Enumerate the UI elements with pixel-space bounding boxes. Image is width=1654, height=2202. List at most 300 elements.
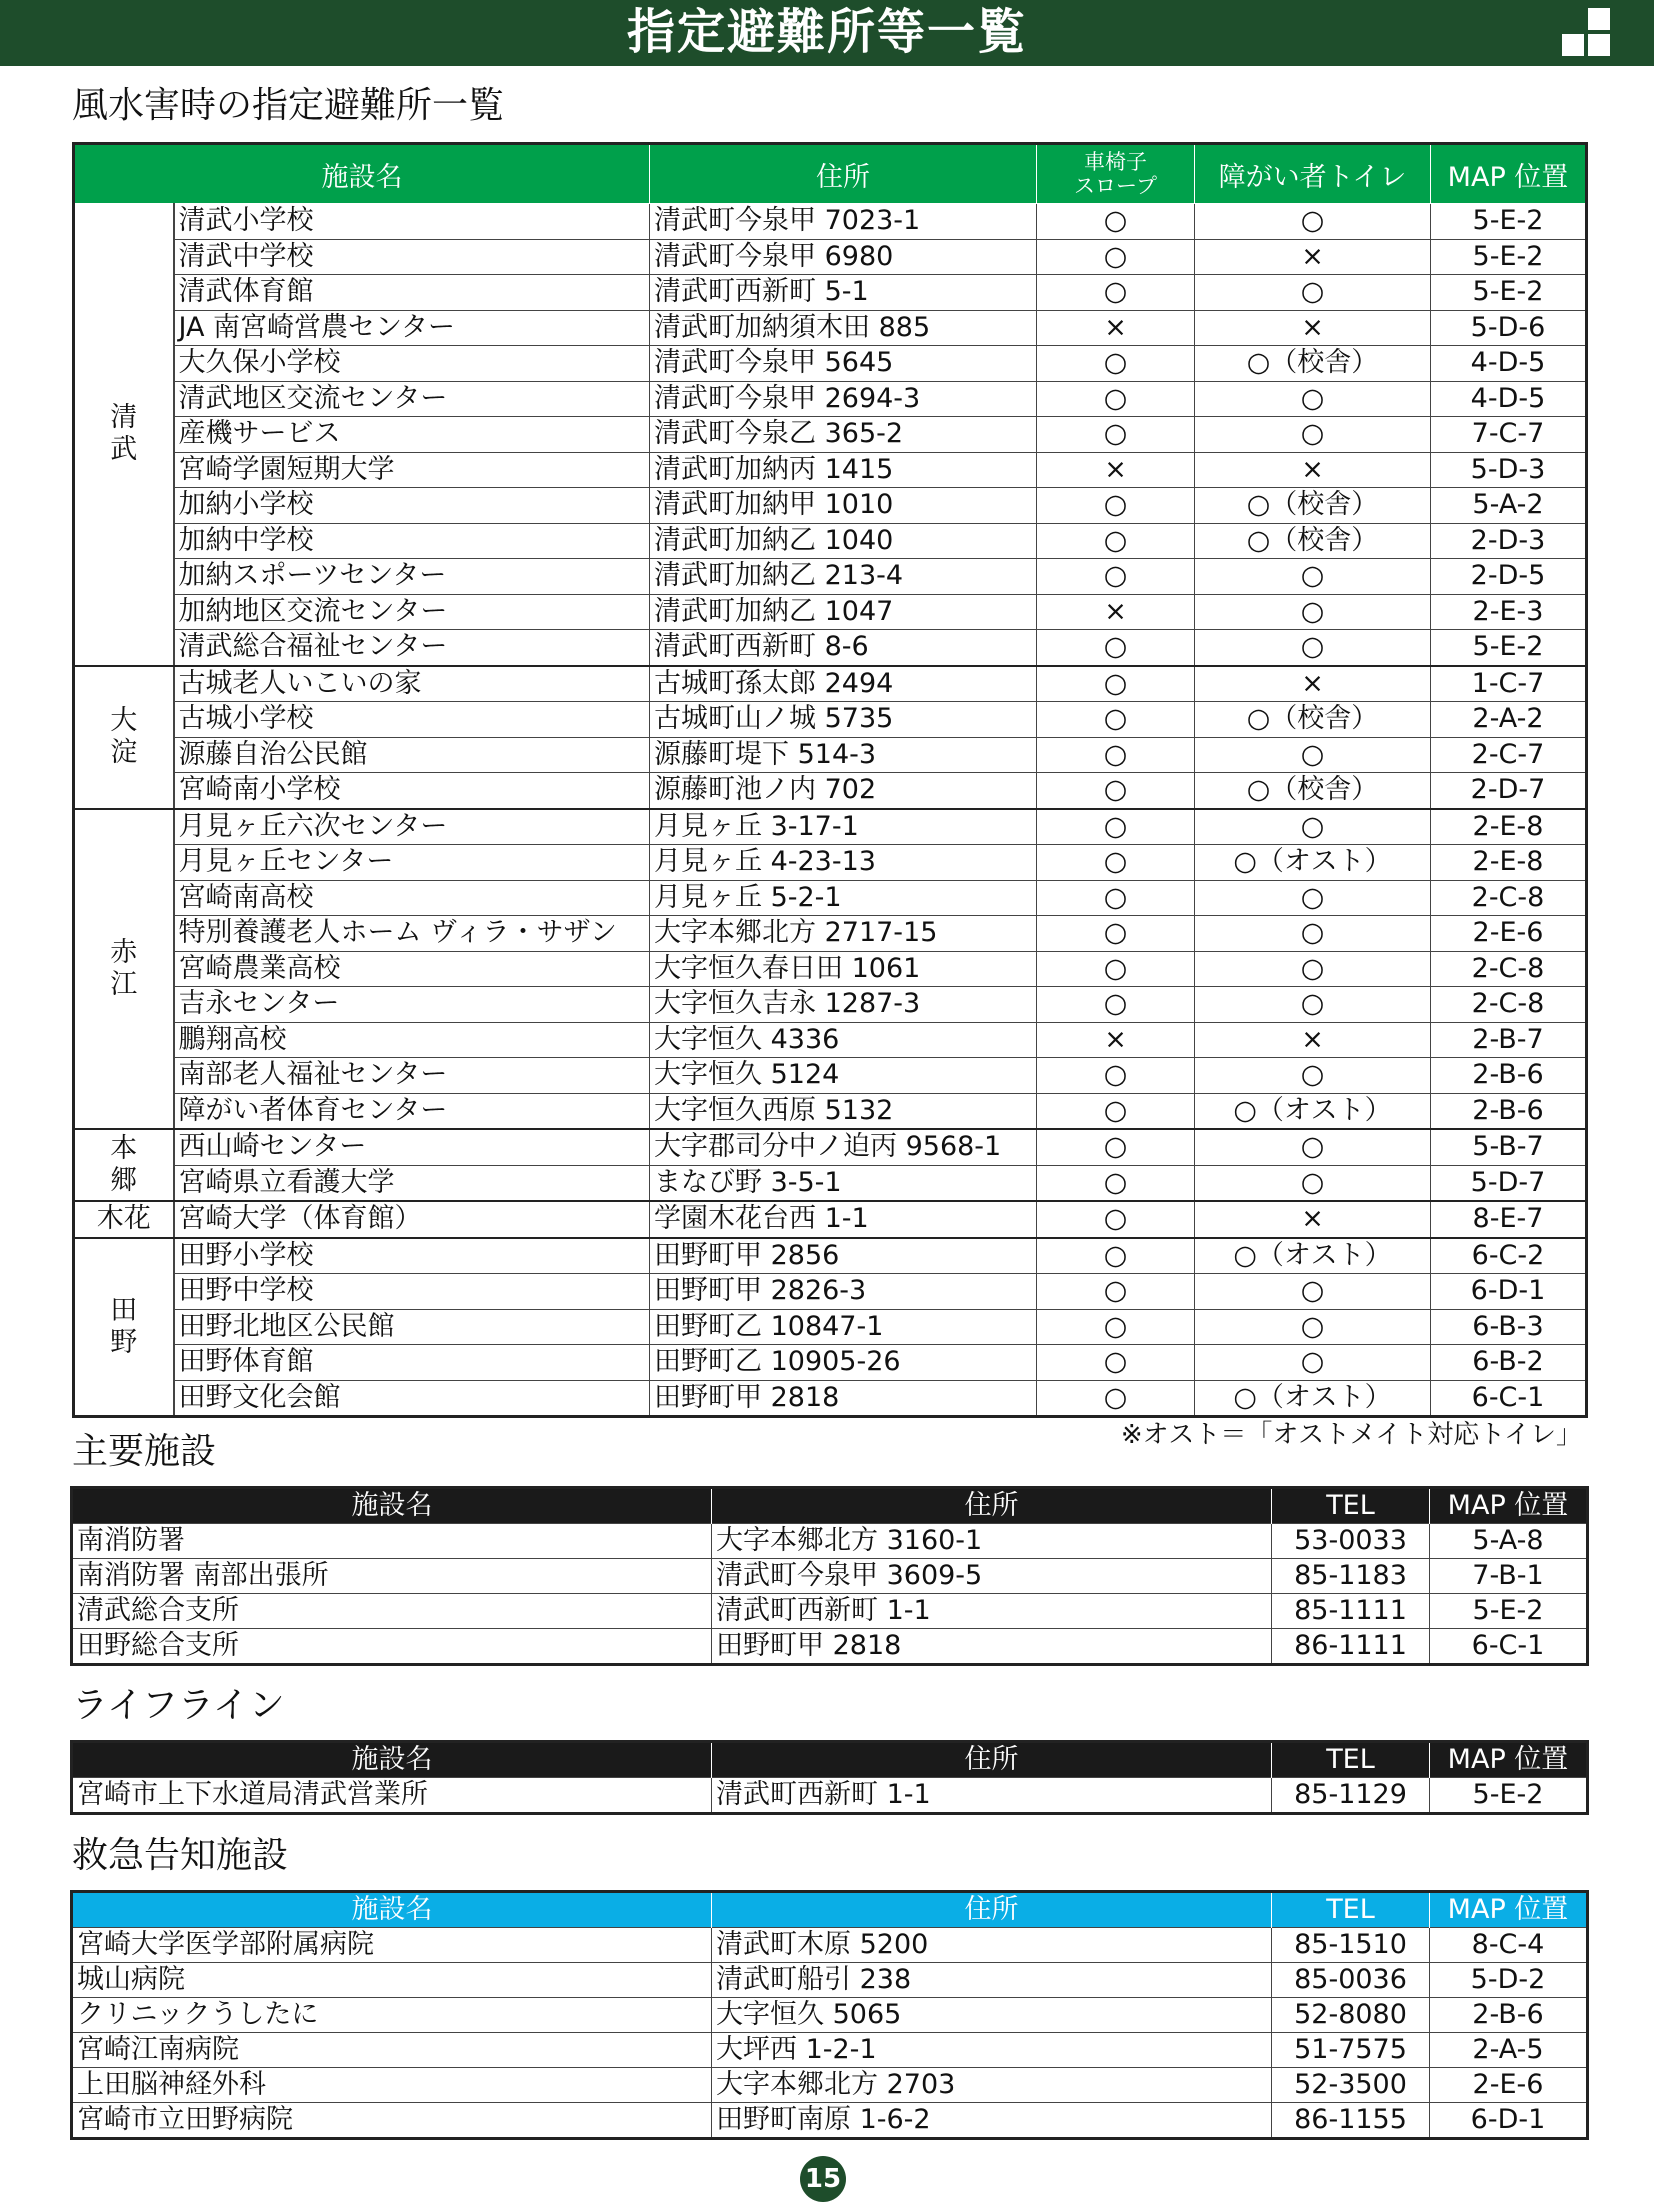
toilet-cell: ○ [1195,559,1431,595]
address-cell: 清武町今泉甲 3609-5 [712,1559,1272,1594]
address-cell: まなび野 3-5-1 [650,1165,1037,1201]
toilet-cell: ○（オスト） [1195,845,1431,881]
address-cell: 大字恒久西原 5132 [650,1093,1037,1129]
col-header-map: MAP 位置 [1430,1892,1588,1928]
address-cell: 清武町加納甲 1010 [650,488,1037,524]
table-row [74,916,1587,952]
map-cell: 6-C-1 [1430,1629,1588,1665]
address-cell: 大字本郷北方 2703 [712,2068,1272,2103]
col-header-name: 施設名 [72,1892,712,1928]
address-cell: 田野町甲 2818 [712,1629,1272,1665]
address-cell: 大字本郷北方 2717-15 [650,916,1037,952]
emergency-header-row [72,1892,1588,1928]
address-cell: 大坪西 1-2-1 [712,2033,1272,2068]
address-cell: 清武町今泉甲 6980 [650,239,1037,275]
address-cell: 田野町甲 2818 [650,1380,1037,1417]
facility-name-cell: 鵬翔高校 [174,1022,650,1058]
toilet-cell: ○ [1195,1274,1431,1310]
col-header-ramp: 車椅子 スロープ [1037,144,1195,204]
table-row [74,239,1587,275]
facility-name-cell: 宮崎南小学校 [174,773,650,809]
address-cell: 古城町孫太郎 2494 [650,666,1037,702]
address-cell: 清武町船引 238 [712,1963,1272,1998]
address-cell: 源藤町堤下 514-3 [650,737,1037,773]
toilet-cell: ○（校舎） [1195,702,1431,738]
table-row [74,346,1587,382]
toilet-cell: ○ [1195,987,1431,1023]
map-cell: 2-D-7 [1431,773,1587,809]
major-table [70,1486,1589,1666]
table-row [74,702,1587,738]
tel-cell: 51-7575 [1272,2033,1430,2068]
area-label [74,204,174,666]
ramp-cell: ○ [1037,1058,1195,1094]
tel-cell: 53-0033 [1272,1524,1430,1559]
ramp-cell: ○ [1037,702,1195,738]
area-label [74,1129,174,1201]
ramp-cell: ○ [1037,204,1195,240]
ramp-cell: ○ [1037,666,1195,702]
toilet-cell: × [1195,452,1431,488]
address-cell: 清武町加納乙 1040 [650,523,1037,559]
table-row [74,987,1587,1023]
facility-name-cell: 加納中学校 [174,523,650,559]
facility-name-cell: 障がい者体育センター [174,1093,650,1129]
col-header-tel: TEL [1272,1742,1430,1778]
ramp-cell: ○ [1037,1380,1195,1417]
toilet-cell: ○ [1195,1129,1431,1165]
page-banner [0,0,1654,66]
toilet-cell: ○ [1195,1309,1431,1345]
toilet-cell: ○（オスト） [1195,1093,1431,1129]
address-cell: 清武町今泉乙 365-2 [650,417,1037,453]
table-row [72,1629,1588,1665]
col-header-name: 施設名 [72,1488,712,1524]
map-cell: 2-C-8 [1431,951,1587,987]
table-row [72,1928,1588,1963]
address-cell: 大字恒久吉永 1287-3 [650,987,1037,1023]
map-cell: 6-B-3 [1431,1309,1587,1345]
ramp-cell: ○ [1037,1345,1195,1381]
facility-name-cell: 田野体育館 [174,1345,650,1381]
col-header-map: MAP 位置 [1430,1742,1588,1778]
table-row [72,2103,1588,2139]
ramp-cell: ○ [1037,1274,1195,1310]
address-cell: 清武町今泉甲 5645 [650,346,1037,382]
map-cell: 6-C-1 [1431,1380,1587,1417]
map-cell: 5-D-7 [1431,1165,1587,1201]
toilet-cell: ○ [1195,381,1431,417]
address-cell: 月見ヶ丘 4-23-13 [650,845,1037,881]
facility-name-cell: 宮崎農業高校 [174,951,650,987]
shelters-title: 風水害時の指定避難所一覧 [72,85,505,126]
toilet-cell: ○ [1195,916,1431,952]
map-cell: 6-D-1 [1431,1274,1587,1310]
address-cell: 田野町南原 1-6-2 [712,2103,1272,2139]
tel-cell: 85-1510 [1272,1928,1430,1963]
address-cell: 清武町西新町 1-1 [712,1778,1272,1814]
tel-cell: 86-1155 [1272,2103,1430,2139]
squares-icon [1562,8,1610,56]
address-cell: 月見ヶ丘 5-2-1 [650,880,1037,916]
emergency-title: 救急告知施設 [72,1835,289,1876]
map-cell: 5-D-2 [1430,1963,1588,1998]
facility-name-cell: 上田脳神経外科 [72,2068,712,2103]
facility-name-cell: 田野中学校 [174,1274,650,1310]
table-row [72,1998,1588,2033]
toilet-cell: ○（校舎） [1195,488,1431,524]
address-cell: 田野町甲 2856 [650,1238,1037,1274]
map-cell: 8-C-4 [1430,1928,1588,1963]
facility-name-cell: 田野小学校 [174,1238,650,1274]
map-cell: 2-D-3 [1431,523,1587,559]
map-cell: 2-B-6 [1431,1093,1587,1129]
address-cell: 清武町西新町 5-1 [650,275,1037,311]
area-label [74,666,174,809]
toilet-cell: ○ [1195,594,1431,630]
facility-name-cell: 宮崎大学（体育館） [174,1201,650,1238]
map-cell: 2-E-8 [1431,809,1587,845]
map-cell: 1-C-7 [1431,666,1587,702]
facility-name-cell: 加納スポーツセンター [174,559,650,595]
facility-name-cell: クリニックうしたに [72,1998,712,2033]
toilet-cell: ○ [1195,809,1431,845]
ramp-cell: ○ [1037,275,1195,311]
ramp-cell: ○ [1037,845,1195,881]
col-header-map: MAP 位置 [1430,1488,1588,1524]
map-cell: 2-A-2 [1431,702,1587,738]
table-row [72,1524,1588,1559]
address-cell: 清武町今泉甲 2694-3 [650,381,1037,417]
table-row [74,666,1587,702]
ramp-cell: ○ [1037,773,1195,809]
col-header-tel: TEL [1272,1892,1430,1928]
lifeline-header-row [72,1742,1588,1778]
table-row [74,773,1587,809]
col-header-map: MAP 位置 [1431,144,1587,204]
table-row [74,488,1587,524]
col-header-tel: TEL [1272,1488,1430,1524]
address-cell: 月見ヶ丘 3-17-1 [650,809,1037,845]
facility-name-cell: 南消防署 南部出張所 [72,1559,712,1594]
address-cell: 古城町山ノ城 5735 [650,702,1037,738]
map-cell: 4-D-5 [1431,381,1587,417]
map-cell: 8-E-7 [1431,1201,1587,1238]
facility-name-cell: 南部老人福祉センター [174,1058,650,1094]
ramp-cell: × [1037,594,1195,630]
map-cell: 5-D-3 [1431,452,1587,488]
area-label: 木花 [74,1201,174,1238]
facility-name-cell: 大久保小学校 [174,346,650,382]
ramp-cell: ○ [1037,880,1195,916]
address-cell: 清武町木原 5200 [712,1928,1272,1963]
map-cell: 2-E-3 [1431,594,1587,630]
table-row [74,559,1587,595]
toilet-cell: ○ [1195,630,1431,666]
facility-name-cell: 源藤自治公民館 [174,737,650,773]
map-cell: 4-D-5 [1431,346,1587,382]
ostomate-note: ※オスト＝「オストメイト対応トイレ」 [1120,1420,1582,1450]
table-row [74,381,1587,417]
toilet-cell: × [1195,1022,1431,1058]
toilet-cell: ○（校舎） [1195,346,1431,382]
address-cell: 学園木花台西 1-1 [650,1201,1037,1238]
ramp-cell: ○ [1037,916,1195,952]
toilet-cell: ○ [1195,275,1431,311]
emergency-table [70,1890,1589,2140]
ramp-cell: ○ [1037,1309,1195,1345]
ramp-cell: ○ [1037,630,1195,666]
facility-name-cell: 宮崎学園短期大学 [174,452,650,488]
table-row [74,1129,1587,1165]
tel-cell: 85-1111 [1272,1594,1430,1629]
facility-name-cell: 清武総合支所 [72,1594,712,1629]
toilet-cell: × [1195,239,1431,275]
facility-name-cell: 宮崎南高校 [174,880,650,916]
map-cell: 2-C-8 [1431,880,1587,916]
facility-name-cell: 宮崎市上下水道局清武営業所 [72,1778,712,1814]
map-cell: 5-E-2 [1430,1778,1588,1814]
map-cell: 5-B-7 [1431,1129,1587,1165]
col-header-address: 住所 [650,144,1037,204]
facility-name-cell: 清武小学校 [174,204,650,240]
major-title: 主要施設 [72,1431,217,1472]
map-cell: 2-D-5 [1431,559,1587,595]
toilet-cell: ○ [1195,880,1431,916]
ramp-cell: ○ [1037,1238,1195,1274]
area-label-text: 清武 [110,402,138,466]
lifeline-table [70,1740,1589,1815]
facility-name-cell: 月見ヶ丘センター [174,845,650,881]
table-row [74,1345,1587,1381]
address-cell: 大字恒久 4336 [650,1022,1037,1058]
facility-name-cell: 田野北地区公民館 [174,1309,650,1345]
table-row [74,630,1587,666]
map-cell: 5-D-6 [1431,310,1587,346]
table-row [74,523,1587,559]
ramp-cell: ○ [1037,346,1195,382]
ramp-cell: × [1037,310,1195,346]
facility-name-cell: 清武体育館 [174,275,650,311]
toilet-cell: ○ [1195,417,1431,453]
tel-cell: 52-8080 [1272,1998,1430,2033]
tel-cell: 86-1111 [1272,1629,1430,1665]
address-cell: 大字恒久 5124 [650,1058,1037,1094]
lifeline-title: ライフライン [72,1685,285,1726]
table-row [72,1963,1588,1998]
page-title: 指定避難所等一覧 [626,4,1027,60]
table-row [74,845,1587,881]
area-label [74,1238,174,1417]
area-label-text: 本郷 [110,1133,138,1196]
table-row [74,1238,1587,1274]
address-cell: 清武町今泉甲 7023-1 [650,204,1037,240]
map-cell: 2-E-6 [1431,916,1587,952]
facility-name-cell: 加納地区交流センター [174,594,650,630]
area-label [74,809,174,1130]
page-number: 15 [800,2156,846,2202]
toilet-cell: ○ [1195,737,1431,773]
col-header-address: 住所 [712,1742,1272,1778]
table-row [72,2033,1588,2068]
table-row [74,880,1587,916]
toilet-cell: ○（オスト） [1195,1380,1431,1417]
map-cell: 2-B-6 [1430,1998,1588,2033]
ramp-cell: ○ [1037,417,1195,453]
ramp-cell: ○ [1037,239,1195,275]
table-row [74,809,1587,845]
address-cell: 清武町西新町 8-6 [650,630,1037,666]
table-row [74,417,1587,453]
col-header-toilet: 障がい者トイレ [1195,144,1431,204]
map-cell: 2-E-8 [1431,845,1587,881]
facility-name-cell: 月見ヶ丘六次センター [174,809,650,845]
toilet-cell: × [1195,666,1431,702]
table-row [72,2068,1588,2103]
area-label-text: 田野 [110,1294,138,1358]
ramp-cell: ○ [1037,809,1195,845]
facility-name-cell: 南消防署 [72,1524,712,1559]
ramp-cell: ○ [1037,381,1195,417]
map-cell: 2-C-8 [1431,987,1587,1023]
toilet-cell: ○ [1195,1345,1431,1381]
address-cell: 田野町甲 2826-3 [650,1274,1037,1310]
ramp-cell: ○ [1037,488,1195,524]
facility-name-cell: 宮崎江南病院 [72,2033,712,2068]
facility-name-cell: 清武地区交流センター [174,381,650,417]
table-row [74,1274,1587,1310]
map-cell: 2-A-5 [1430,2033,1588,2068]
facility-name-cell: 産機サービス [174,417,650,453]
table-row [74,1058,1587,1094]
map-cell: 2-E-6 [1430,2068,1588,2103]
address-cell: 源藤町池ノ内 702 [650,773,1037,809]
ramp-cell: ○ [1037,1093,1195,1129]
facility-name-cell: 城山病院 [72,1963,712,1998]
address-cell: 大字恒久春日田 1061 [650,951,1037,987]
col-header-address: 住所 [712,1892,1272,1928]
address-cell: 清武町西新町 1-1 [712,1594,1272,1629]
map-cell: 7-B-1 [1430,1559,1588,1594]
facility-name-cell: 田野総合支所 [72,1629,712,1665]
address-cell: 田野町乙 10847-1 [650,1309,1037,1345]
map-cell: 7-C-7 [1431,417,1587,453]
facility-name-cell: 田野文化会館 [174,1380,650,1417]
table-row [74,310,1587,346]
tel-cell: 85-1183 [1272,1559,1430,1594]
toilet-cell: × [1195,1201,1431,1238]
address-cell: 田野町乙 10905-26 [650,1345,1037,1381]
facility-name-cell: 宮崎県立看護大学 [174,1165,650,1201]
address-cell: 大字恒久 5065 [712,1998,1272,2033]
shelters-header-row [74,144,1587,204]
table-row [72,1778,1588,1814]
col-header-name: 施設名 [74,144,650,204]
ramp-cell: ○ [1037,737,1195,773]
facility-name-cell: 吉永センター [174,987,650,1023]
tel-cell: 85-0036 [1272,1963,1430,1998]
shelters-table [72,142,1588,1418]
table-row [74,1093,1587,1129]
table-row [74,452,1587,488]
map-cell: 5-E-2 [1430,1594,1588,1629]
map-cell: 6-B-2 [1431,1345,1587,1381]
table-row [74,1380,1587,1417]
table-row [74,594,1587,630]
map-cell: 2-B-6 [1431,1058,1587,1094]
ramp-cell: ○ [1037,523,1195,559]
table-row [74,951,1587,987]
facility-name-cell: JA 南宮崎営農センター [174,310,650,346]
toilet-cell: ○ [1195,951,1431,987]
ramp-cell: ○ [1037,987,1195,1023]
table-row [72,1559,1588,1594]
toilet-cell: ○ [1195,1165,1431,1201]
ramp-cell: ○ [1037,1165,1195,1201]
address-cell: 大字本郷北方 3160-1 [712,1524,1272,1559]
col-header-name: 施設名 [72,1742,712,1778]
table-row [74,1165,1587,1201]
toilet-cell: ○ [1195,204,1431,240]
map-cell: 6-D-1 [1430,2103,1588,2139]
toilet-cell: ○ [1195,1058,1431,1094]
facility-name-cell: 西山崎センター [174,1129,650,1165]
map-cell: 5-E-2 [1431,630,1587,666]
table-row [74,1201,1587,1238]
table-row [74,204,1587,240]
facility-name-cell: 宮崎大学医学部附属病院 [72,1928,712,1963]
table-row [72,1594,1588,1629]
major-header-row [72,1488,1588,1524]
address-cell: 清武町加納丙 1415 [650,452,1037,488]
address-cell: 清武町加納須木田 885 [650,310,1037,346]
facility-name-cell: 古城小学校 [174,702,650,738]
ramp-cell: × [1037,452,1195,488]
facility-name-cell: 宮崎市立田野病院 [72,2103,712,2139]
ramp-cell: ○ [1037,559,1195,595]
map-cell: 6-C-2 [1431,1238,1587,1274]
toilet-cell: ○（校舎） [1195,523,1431,559]
address-cell: 清武町加納乙 1047 [650,594,1037,630]
facility-name-cell: 特別養護老人ホーム ヴィラ・サザン [174,916,650,952]
area-label-text: 赤江 [110,936,138,1000]
toilet-cell: × [1195,310,1431,346]
facility-name-cell: 加納小学校 [174,488,650,524]
table-row [74,1309,1587,1345]
area-label-text: 大淀 [110,705,138,768]
table-row [74,737,1587,773]
facility-name-cell: 清武総合福祉センター [174,630,650,666]
map-cell: 2-B-7 [1431,1022,1587,1058]
map-cell: 5-E-2 [1431,204,1587,240]
facility-name-cell: 古城老人いこいの家 [174,666,650,702]
col-header-address: 住所 [712,1488,1272,1524]
ramp-cell: ○ [1037,951,1195,987]
toilet-cell: ○（オスト） [1195,1238,1431,1274]
map-cell: 5-A-8 [1430,1524,1588,1559]
tel-cell: 85-1129 [1272,1778,1430,1814]
map-cell: 5-E-2 [1431,275,1587,311]
ramp-cell: ○ [1037,1201,1195,1238]
toilet-cell: ○（校舎） [1195,773,1431,809]
table-row [74,275,1587,311]
table-row [74,1022,1587,1058]
ramp-cell: × [1037,1022,1195,1058]
map-cell: 2-C-7 [1431,737,1587,773]
map-cell: 5-A-2 [1431,488,1587,524]
tel-cell: 52-3500 [1272,2068,1430,2103]
address-cell: 大字郡司分中ノ迫丙 9568-1 [650,1129,1037,1165]
